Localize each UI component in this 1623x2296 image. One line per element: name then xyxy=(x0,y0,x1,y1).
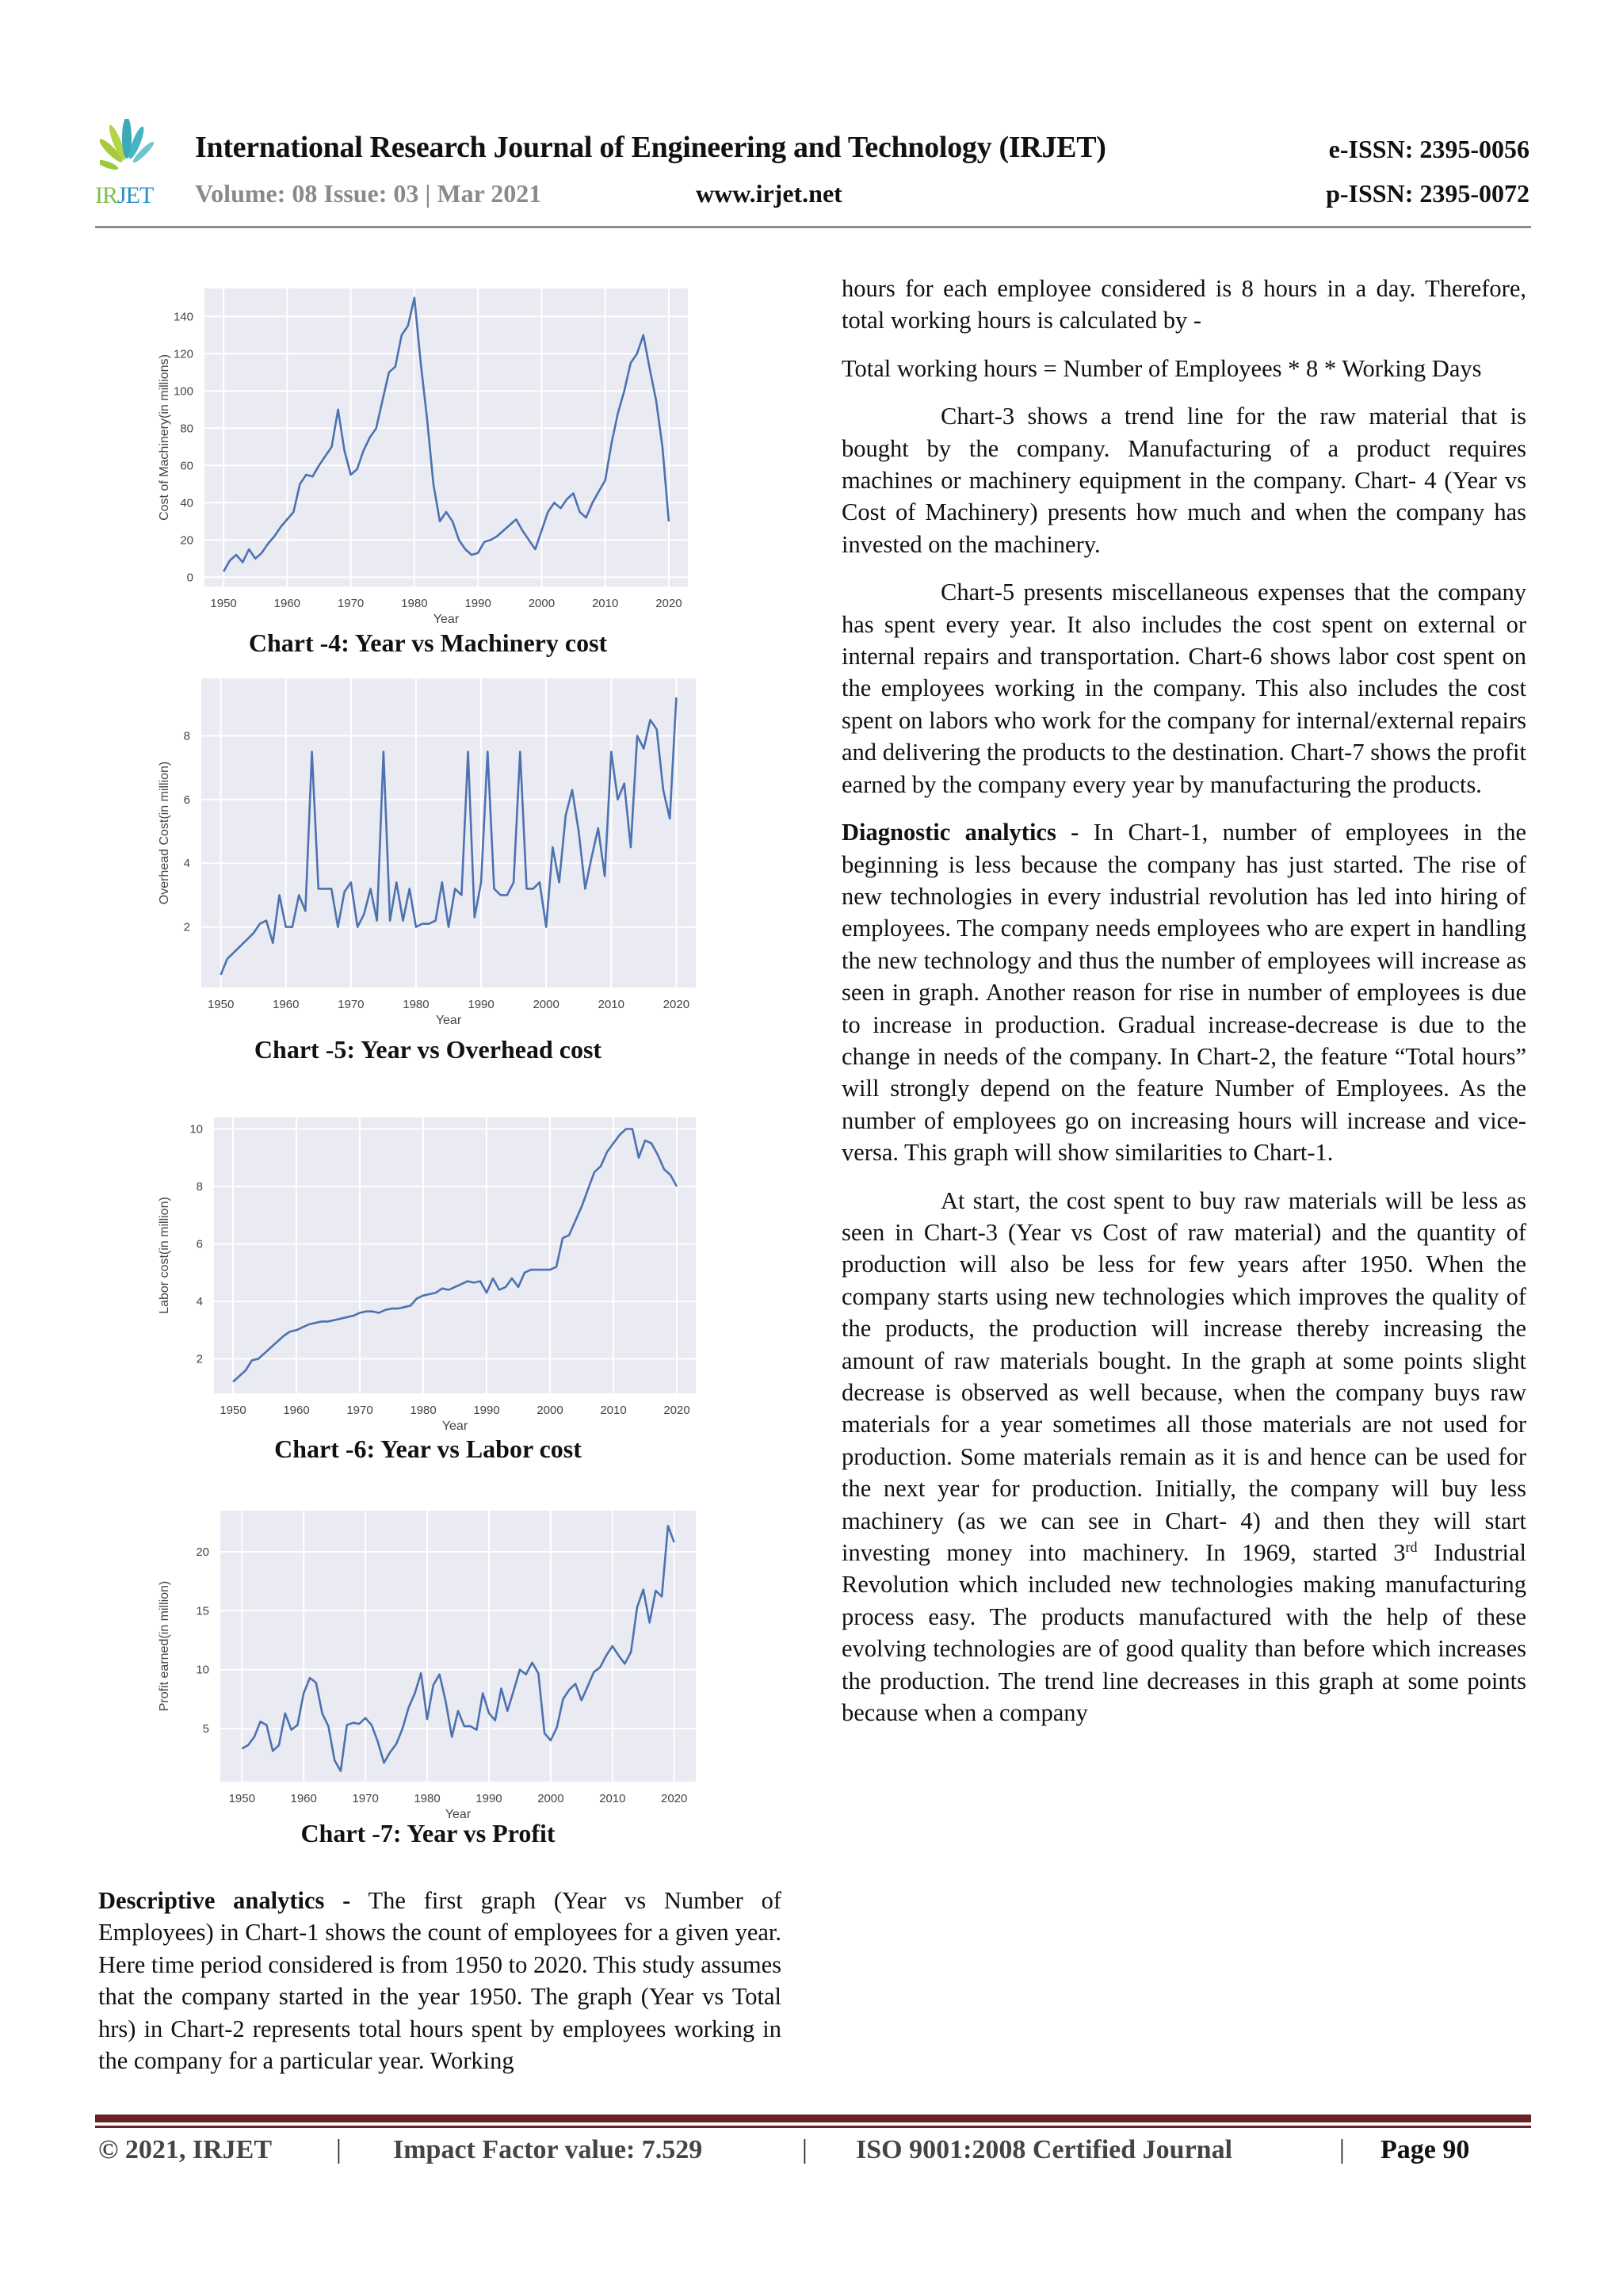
x-tick-label: 1960 xyxy=(283,1404,310,1417)
x-tick-label: 1990 xyxy=(475,1792,502,1805)
figure-chart-6 xyxy=(151,1102,705,1464)
y-tick-label: 20 xyxy=(196,1545,209,1560)
y-tick-label: 6 xyxy=(183,793,190,807)
footer-separator: | xyxy=(802,2135,808,2164)
y-tick-label: 0 xyxy=(186,571,193,585)
y-tick-label: 4 xyxy=(183,857,190,871)
x-tick-label: 2010 xyxy=(591,597,619,610)
x-tick-label: 1970 xyxy=(337,597,365,610)
chart-5-6-7-paragraph: Chart-5 presents miscellaneous expenses that the company has spent every year. It also includes the cost spent on external or internal repairs and transportation. Chart-6 shows labor cost spent on the employees working in the company. This also includes the cost spent on labors who work for the company for internal/external repairs and delivering the products to the destination. Chart-7 shows the profit earned by the company every year by manufacturing the products. xyxy=(842,579,1526,798)
machinery-cost-line-chart xyxy=(151,277,705,630)
page-number: Page 90 xyxy=(1381,2135,1470,2164)
volume-issue: Volume: 08 Issue: 03 | Mar 2021 xyxy=(195,179,542,208)
y-tick-label: 10 xyxy=(189,1122,203,1137)
x-tick-label: 2020 xyxy=(663,998,690,1011)
overhead-cost-line-chart xyxy=(151,672,705,1037)
x-tick-label: 1990 xyxy=(473,1404,500,1417)
chart-6-caption: Chart -6: Year vs Labor cost xyxy=(274,1435,582,1463)
x-axis-label: Year xyxy=(433,613,460,626)
x-tick-label: 2010 xyxy=(600,1404,627,1417)
x-tick-label: 2010 xyxy=(598,998,624,1011)
x-tick-label: 1970 xyxy=(338,998,365,1011)
raw-material-paragraph: At start, the cost spent to buy raw materials will be less as seen in Chart-3 (Year vs Cost of raw material) and the quantity of production will also be less for few years after 1950. When the company starts using new technologies which improves the quality of the products, the production will increase thereby increasing the amount of raw materials bought. In the graph at some points slight decrease is observed as well because, when the company buys raw materials for a year sometimes all those materials are not used for production. Some materials remain as it is and hence can be used for the next year for production. Initially, the company will buy less machinery (as we can see in Chart- 4) and then they will start investing money into machinery. In 1969, started 3rd Industrial Revolution which included new technologies making manufacturing process easy. The products manufactured with the help of these evolving technologies are of good quality than before which increases the production. The trend line decreases in this graph at some points because when a company xyxy=(842,1186,1526,1727)
profit-line-chart xyxy=(151,1498,705,1819)
y-tick-label: 2 xyxy=(196,1352,203,1366)
x-axis-label: Year xyxy=(441,1419,468,1433)
x-axis-label: Year xyxy=(445,1808,472,1819)
labor-cost-line-chart xyxy=(151,1102,705,1435)
left-column-text xyxy=(98,1885,781,2092)
y-tick-label: 6 xyxy=(196,1237,203,1251)
copyright: © 2021, IRJET xyxy=(98,2135,273,2164)
y-tick-label: 140 xyxy=(173,310,193,324)
x-tick-label: 1970 xyxy=(346,1404,373,1417)
y-tick-label: 15 xyxy=(196,1604,209,1618)
diagnostic-analytics-heading: Diagnostic analytics - xyxy=(842,819,1079,846)
y-tick-label: 8 xyxy=(183,729,190,743)
x-tick-label: 1960 xyxy=(273,998,300,1011)
footer-divider-thin xyxy=(95,2126,1531,2128)
plot-area xyxy=(201,678,696,988)
right-column-text xyxy=(842,273,1526,1744)
x-tick-label: 1960 xyxy=(273,597,301,610)
x-tick-label: 2020 xyxy=(655,597,682,610)
y-tick-label: 8 xyxy=(196,1180,203,1194)
y-tick-label: 5 xyxy=(202,1722,209,1736)
working-hours-paragraph: hours for each employee considered is 8 hours in a day. Therefore, total working hours is calculated by - xyxy=(842,275,1526,334)
y-tick-label: 80 xyxy=(180,422,193,436)
figure-chart-4 xyxy=(151,277,705,658)
irjet-logo xyxy=(94,119,173,214)
diagnostic-analytics-paragraph: Diagnostic analytics - In Chart-1, number of employees in the beginning is less because the company has just started. The rise of new technologies in every industrial revolution has led into hiring of employees. The company needs employees who are expert in handling the new technology and thus the number of employees will increase as seen in graph. Another reason for rise in number of employees is due to increase in production. Gradual increase-decrease is due to the change in needs of the company. In Chart-2, the feature “Total hours” will strongly depend on the feature Number of Employees. As the number of employees go on increasing hours will increase and vice-versa. This graph will show similarities to Chart-1. xyxy=(842,819,1526,1167)
page-header xyxy=(94,119,1529,230)
x-tick-label: 1970 xyxy=(352,1792,379,1805)
x-tick-label: 2010 xyxy=(599,1792,626,1805)
y-tick-label: 60 xyxy=(180,459,193,473)
y-axis-label: Overhead Cost(in million) xyxy=(158,761,171,905)
y-tick-label: 20 xyxy=(180,533,193,548)
x-tick-label: 2020 xyxy=(663,1404,690,1417)
x-axis-label: Year xyxy=(435,1014,462,1027)
figure-chart-7 xyxy=(151,1498,705,1848)
journal-title: International Research Journal of Engineering and Technology (IRJET) xyxy=(195,131,1106,164)
y-tick-label: 10 xyxy=(196,1663,209,1677)
impact-factor: Impact Factor value: 7.529 xyxy=(393,2135,703,2164)
chart-5-caption: Chart -5: Year vs Overhead cost xyxy=(254,1035,602,1064)
descriptive-analytics-paragraph: Descriptive analytics - The first graph (Year vs Number of Employees) in Chart-1 shows the count of employees for a given year. Here time period considered is from 1950 to 2020. This study assumes that the company started in the year 1950. The graph (Year vs Total hrs) in Chart-2 represents total hours spent by employees working in the company for a particular year. Working xyxy=(98,1887,781,2075)
chart-3-4-paragraph: Chart-3 shows a trend line for the raw material that is bought by the company. Manufacturing of a product requires machines or machinery equipment in the company. Chart- 4 (Year vs Cost of Machinery) presents how much and when the company has invested on the machinery. xyxy=(842,403,1526,558)
x-tick-label: 1980 xyxy=(410,1404,437,1417)
header-divider xyxy=(95,226,1531,228)
x-tick-label: 1950 xyxy=(220,1404,246,1417)
x-tick-label: 1990 xyxy=(464,597,491,610)
footer-separator: | xyxy=(1339,2135,1345,2164)
x-tick-label: 1980 xyxy=(414,1792,441,1805)
x-tick-label: 2000 xyxy=(537,1792,564,1805)
plot-area xyxy=(214,1117,696,1393)
journal-website: www.irjet.net xyxy=(696,179,842,208)
iso-certification: ISO 9001:2008 Certified Journal xyxy=(856,2135,1233,2164)
x-tick-label: 1980 xyxy=(401,597,428,610)
x-tick-label: 1980 xyxy=(403,998,430,1011)
y-tick-label: 2 xyxy=(183,920,190,934)
total-hours-formula: Total working hours = Number of Employees * 8 * Working Days xyxy=(842,354,1482,382)
e-issn: e-ISSN: 2395-0056 xyxy=(1328,135,1529,163)
plot-area xyxy=(204,288,688,586)
x-tick-label: 2000 xyxy=(528,597,556,610)
x-tick-label: 1990 xyxy=(468,998,495,1011)
footer-separator: | xyxy=(336,2135,342,2164)
figure-chart-5 xyxy=(151,672,705,1064)
y-axis-label: Profit earned(in million) xyxy=(158,1580,171,1712)
x-tick-label: 1950 xyxy=(228,1792,255,1805)
leaf-logo-icon xyxy=(100,119,154,182)
chart-7-caption: Chart -7: Year vs Profit xyxy=(300,1819,556,1847)
descriptive-analytics-heading: Descriptive analytics - xyxy=(98,1887,351,1914)
x-tick-label: 1950 xyxy=(210,597,237,610)
page-footer xyxy=(98,2135,1534,2175)
y-axis-label: Labor cost(in million) xyxy=(158,1197,171,1314)
x-tick-label: 2020 xyxy=(661,1792,688,1805)
y-tick-label: 4 xyxy=(196,1295,203,1308)
logo-wordmark: IRJET xyxy=(95,182,154,208)
x-tick-label: 1950 xyxy=(207,998,235,1011)
y-axis-label: Cost of Machinery(in millions) xyxy=(158,354,171,521)
footer-divider-thick xyxy=(95,2115,1531,2122)
y-tick-label: 120 xyxy=(173,347,193,361)
x-tick-label: 1960 xyxy=(290,1792,317,1805)
y-tick-label: 40 xyxy=(180,496,193,510)
chart-4-caption: Chart -4: Year vs Machinery cost xyxy=(248,628,608,657)
y-tick-label: 100 xyxy=(173,384,193,399)
x-tick-label: 2000 xyxy=(537,1404,563,1417)
p-issn: p-ISSN: 2395-0072 xyxy=(1326,179,1529,208)
x-tick-label: 2000 xyxy=(533,998,559,1011)
